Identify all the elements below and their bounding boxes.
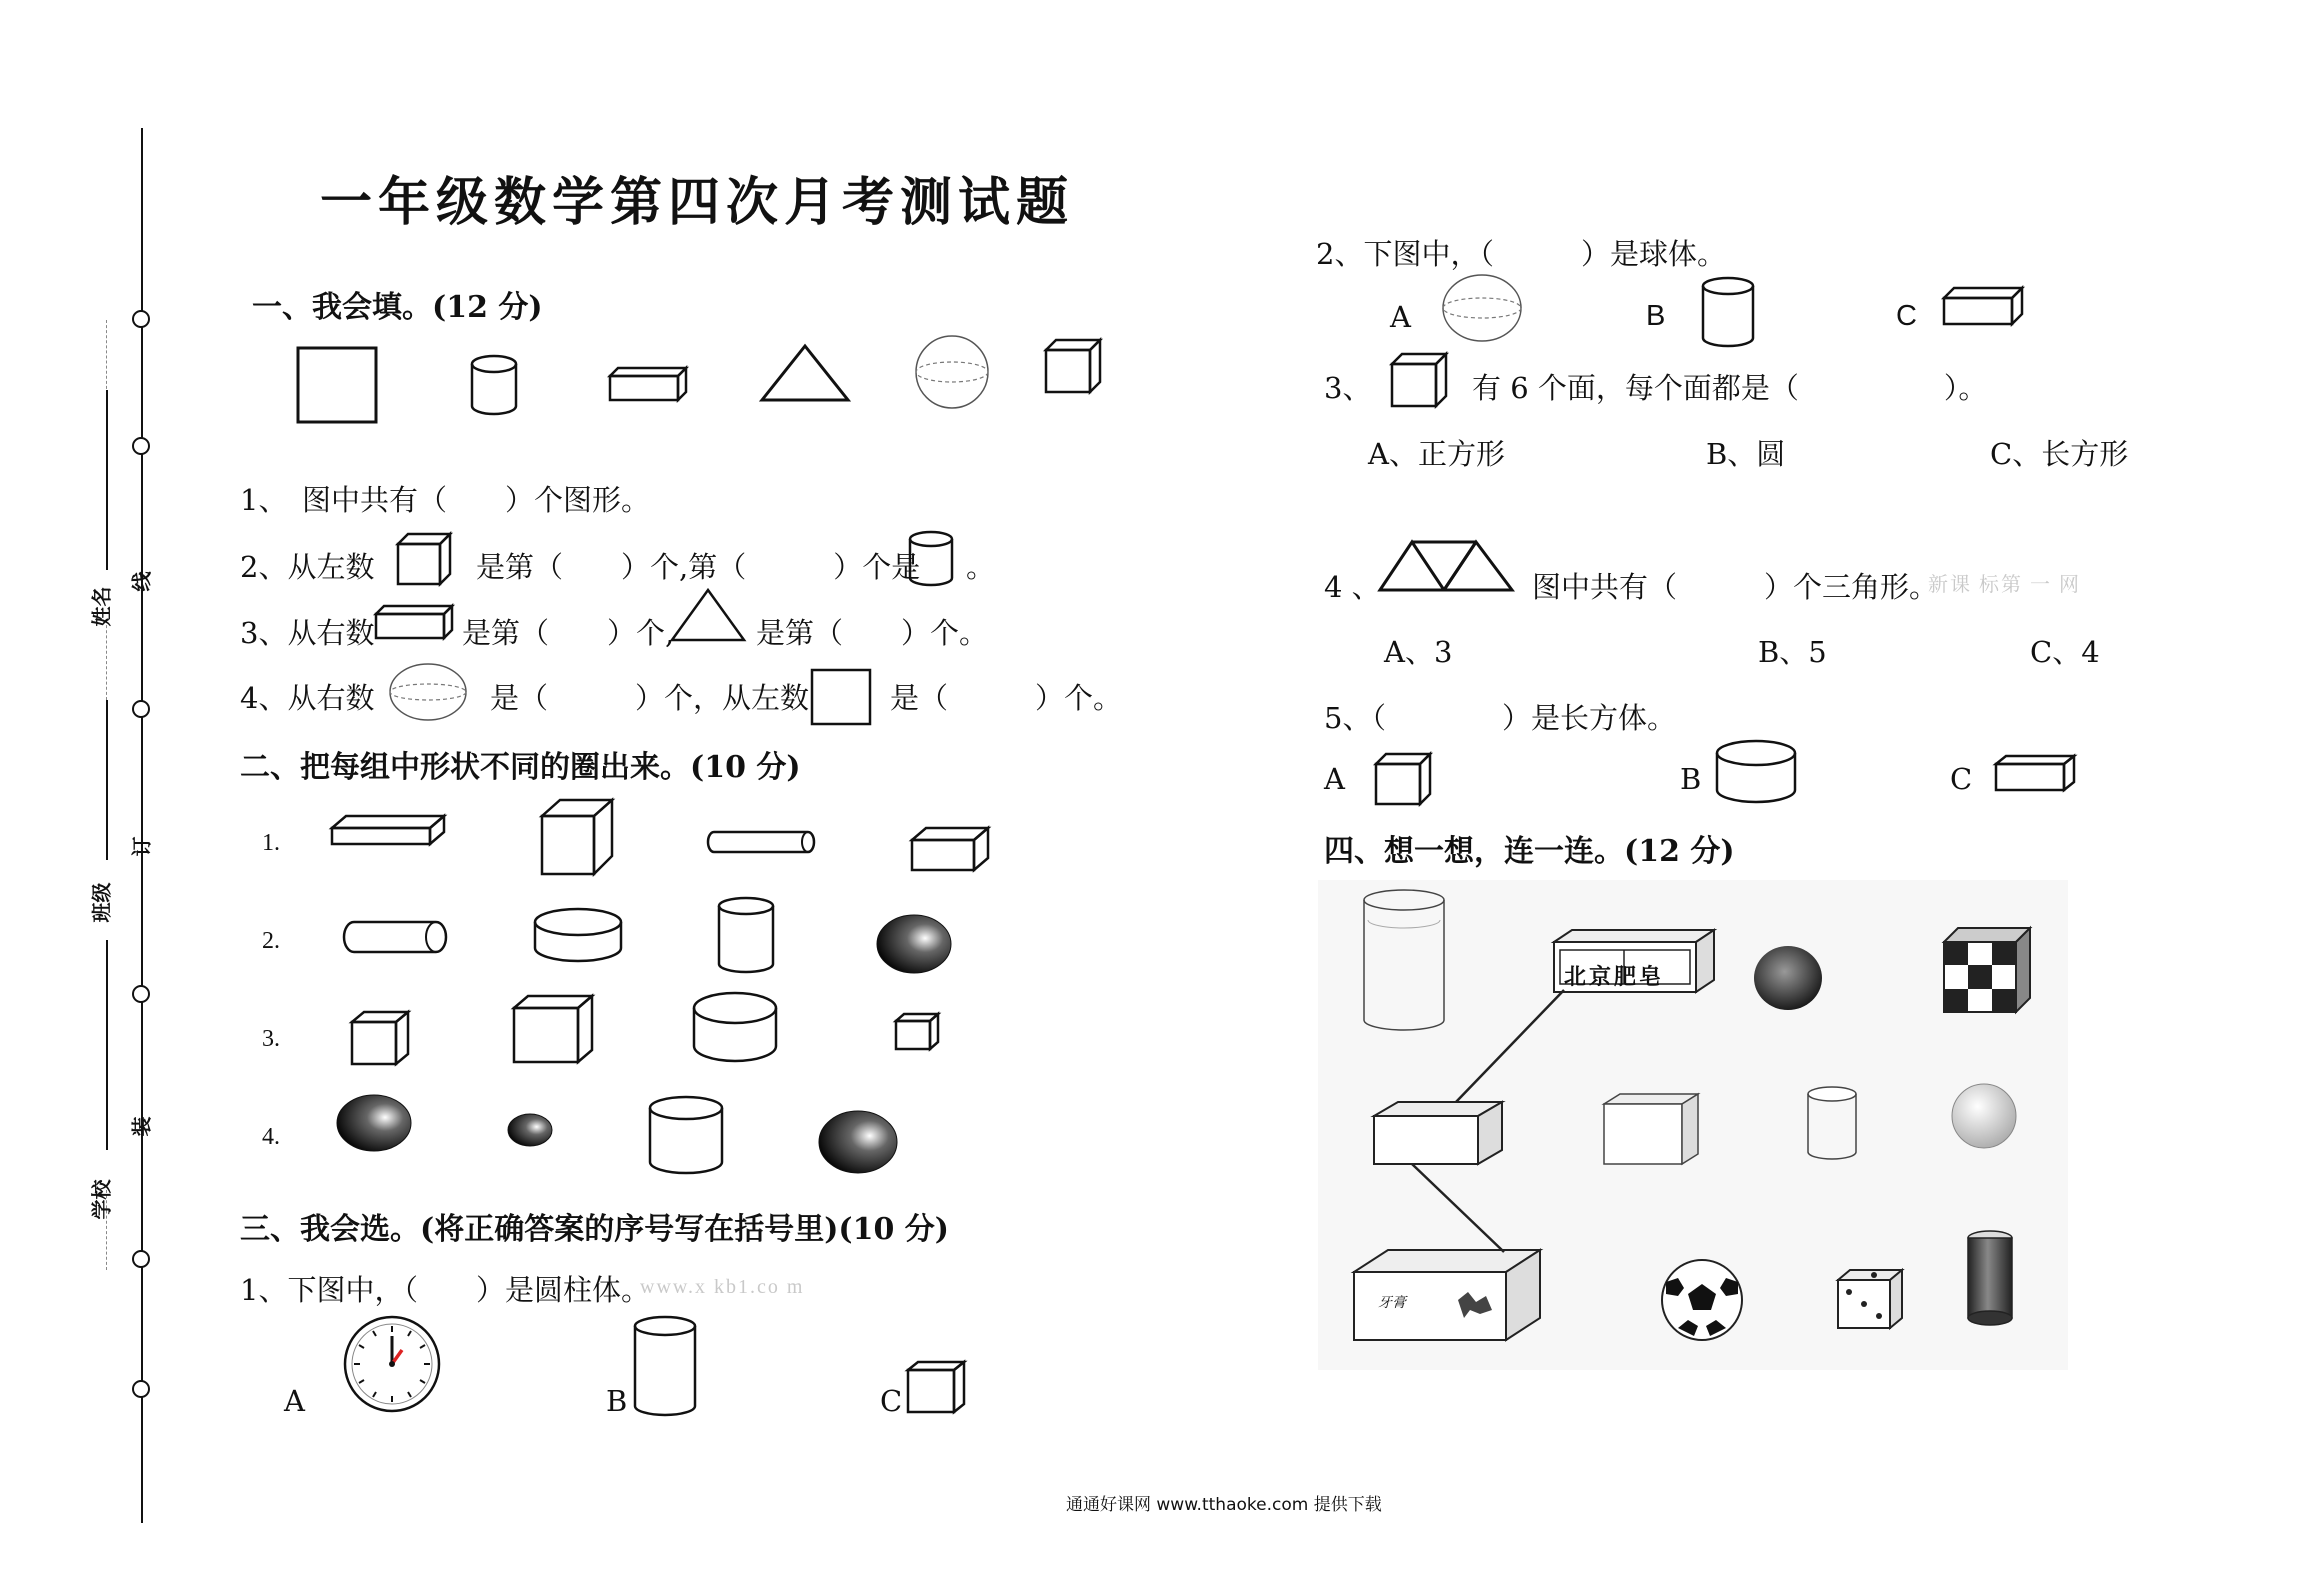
cuboid-icon bbox=[1994, 754, 2076, 794]
s3-q1-option-b: B bbox=[606, 1384, 628, 1418]
s3-q4-option-a: A、3 bbox=[1384, 635, 1453, 669]
margin-dashed-line bbox=[106, 620, 107, 700]
s3-question-3-start: 3、 bbox=[1324, 371, 1372, 405]
sphere-icon bbox=[388, 662, 470, 722]
soap-box-label: 北京肥皂 bbox=[1564, 964, 1665, 990]
s3-q5-option-c: C bbox=[1950, 762, 1973, 796]
s3-question-1: 1、下图中，（ ）是圆柱体。 bbox=[240, 1273, 650, 1307]
cylinder-icon bbox=[1700, 276, 1758, 350]
clock-icon bbox=[340, 1314, 444, 1414]
s3-q4-option-c: C、4 bbox=[2030, 635, 2100, 669]
cylinder-icon bbox=[716, 896, 778, 976]
rod-cylinder-icon bbox=[706, 828, 818, 856]
lying-cylinder-icon bbox=[344, 918, 448, 956]
sphere-icon bbox=[910, 334, 994, 410]
cube-icon bbox=[540, 798, 614, 878]
binding-hole bbox=[132, 310, 150, 328]
cuboid-icon bbox=[910, 826, 990, 874]
cylinder-icon bbox=[646, 1094, 726, 1176]
cut-word-line: 线 bbox=[129, 571, 154, 592]
cube-icon bbox=[1044, 338, 1104, 396]
s1-question-4-end: 是（ ）个。 bbox=[890, 681, 1123, 715]
cuboid-icon bbox=[1942, 286, 2024, 328]
row-label: 1. bbox=[262, 830, 280, 856]
s3-q4-option-b: B、5 bbox=[1758, 635, 1827, 669]
disc-cylinder-icon bbox=[690, 990, 780, 1066]
cube-icon bbox=[350, 1010, 412, 1068]
s3-q1-option-c: C bbox=[880, 1384, 903, 1418]
footer-credit: 通通好课网 www.tthaoke.com 提供下载 bbox=[1066, 1495, 1382, 1515]
cube-icon bbox=[906, 1360, 968, 1416]
cube-icon bbox=[1390, 352, 1450, 410]
cuboid-icon bbox=[608, 364, 688, 404]
s1-question-2-start: 2、从左数 bbox=[240, 550, 375, 584]
binding-hole bbox=[132, 985, 150, 1003]
s1-question-3-start: 3、从右数 bbox=[240, 616, 375, 650]
disc-cylinder-icon bbox=[1714, 738, 1798, 806]
cuboid-icon bbox=[374, 604, 454, 642]
watermark: www.x kb1.co m bbox=[640, 1276, 805, 1298]
s1-question-3-end: 是第（ ）个。 bbox=[756, 616, 989, 650]
s1-question-2-end: 。 bbox=[966, 550, 996, 584]
row-label: 3. bbox=[262, 1026, 280, 1052]
sphere-icon bbox=[1440, 272, 1524, 344]
s1-question-4-mid: 是（ ）个，从左数 bbox=[490, 681, 810, 715]
s3-question-2: 2、下图中，（ ）是球体。 bbox=[1316, 237, 1726, 271]
margin-solid-line bbox=[106, 940, 108, 1150]
row-label: 2. bbox=[262, 928, 280, 954]
cut-word-bind: 订 bbox=[129, 836, 154, 857]
s1-question-3-mid: 是第（ ）个, bbox=[462, 616, 675, 650]
row-label: 4. bbox=[262, 1124, 280, 1150]
watermark: 新课 标第 一 网 bbox=[1928, 574, 2081, 596]
cylinder-icon bbox=[632, 1314, 700, 1418]
triangle-icon bbox=[758, 342, 852, 404]
margin-solid-line bbox=[106, 390, 108, 570]
matching-picture bbox=[1318, 880, 2068, 1370]
ball-icon bbox=[816, 1106, 900, 1176]
s3-q2-option-a: A bbox=[1390, 300, 1411, 334]
square-icon bbox=[810, 668, 874, 728]
binding-hole bbox=[132, 700, 150, 718]
binding-line bbox=[141, 128, 143, 1523]
square-icon bbox=[296, 346, 380, 424]
triangle-icon bbox=[668, 586, 748, 644]
s3-question-4-start: 4 、 bbox=[1324, 570, 1381, 604]
toothpaste-box-label: 牙膏 bbox=[1378, 1295, 1406, 1311]
cylinder-icon bbox=[908, 530, 958, 588]
s3-q5-option-a: A bbox=[1324, 762, 1345, 796]
binding-hole bbox=[132, 437, 150, 455]
s3-q2-option-b: B bbox=[1646, 300, 1666, 332]
page-title: 一年级数学第四次月考测试题 bbox=[320, 172, 1075, 233]
section2-heading: 二、把每组中形状不同的圈出来。(10 分) bbox=[240, 750, 801, 785]
s3-question-5: 5、（ ）是长方体。 bbox=[1324, 701, 1676, 735]
ball-icon bbox=[874, 912, 954, 976]
s1-question-1: 1、 图中共有（ ）个图形。 bbox=[240, 483, 650, 517]
small-cube-icon bbox=[894, 1012, 940, 1052]
cylinder-icon bbox=[470, 354, 522, 416]
s3-q5-option-b: B bbox=[1680, 762, 1702, 796]
binding-hole bbox=[132, 1380, 150, 1398]
small-ball-icon bbox=[506, 1112, 554, 1148]
binding-hole bbox=[132, 1250, 150, 1268]
flat-cuboid-icon bbox=[330, 814, 446, 848]
s3-question-3-end: 有 6 个面，每个面都是（ ）。 bbox=[1472, 371, 1988, 405]
s3-q1-option-a: A bbox=[284, 1384, 305, 1418]
cube-icon bbox=[396, 532, 454, 588]
section3-heading: 三、我会选。(将正确答案的序号写在括号里)(10 分) bbox=[240, 1212, 949, 1247]
school-label: 学校 bbox=[89, 1179, 114, 1220]
margin-solid-line bbox=[106, 700, 108, 860]
s1-question-4-start: 4、从右数 bbox=[240, 681, 375, 715]
ball-icon bbox=[334, 1092, 414, 1154]
name-label: 姓名 bbox=[89, 586, 114, 627]
s3-q2-option-c: C bbox=[1896, 300, 1917, 332]
section1-heading: 一、我会填。(12 分) bbox=[252, 290, 543, 325]
cube-icon bbox=[1374, 752, 1434, 808]
s3-question-4-end: 图中共有（ ）个三角形。 bbox=[1532, 570, 1939, 604]
cube-icon bbox=[512, 994, 596, 1066]
s1-question-2-mid: 是第（ ）个,第（ ）个是 bbox=[476, 550, 921, 584]
cut-word-pack: 装 bbox=[129, 1116, 154, 1137]
triangles-figure-icon bbox=[1376, 538, 1516, 594]
s3-q3-option-a: A、正方形 bbox=[1368, 437, 1505, 471]
section4-heading: 四、想一想，连一连。(12 分) bbox=[1324, 834, 1735, 869]
s3-q3-option-c: C、长方形 bbox=[1990, 437, 2129, 471]
s3-q3-option-b: B、圆 bbox=[1706, 437, 1786, 471]
disc-cylinder-icon bbox=[532, 906, 624, 966]
class-label: 班级 bbox=[89, 882, 114, 923]
